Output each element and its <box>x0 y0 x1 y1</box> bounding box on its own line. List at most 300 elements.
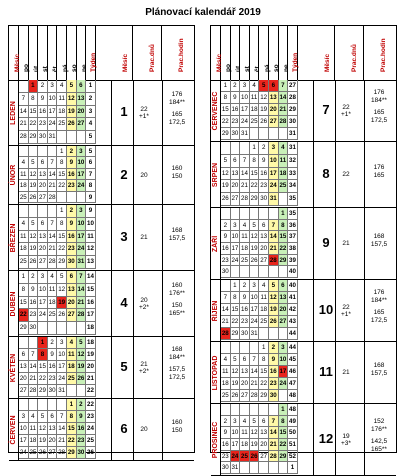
day-cell: 15 <box>29 106 39 119</box>
working-days <box>136 172 152 179</box>
day-cell: 15 <box>57 169 67 180</box>
day-cell: 4 <box>240 220 250 232</box>
month-number: 6 <box>120 421 128 436</box>
day-cell: 13 <box>269 92 279 104</box>
day-cell <box>269 328 279 340</box>
day-cell <box>231 208 241 220</box>
day-cell <box>38 146 48 157</box>
header-label: pá <box>61 64 69 72</box>
day-cell: 23 <box>259 180 269 193</box>
working-hours-value: 176 <box>373 164 385 171</box>
working-days <box>136 297 152 311</box>
day-cell: 11 <box>240 427 250 439</box>
day-cell: 6 <box>38 218 48 231</box>
header-label: ne <box>282 64 290 72</box>
day-cell <box>279 193 289 206</box>
week-number: 8 <box>86 180 96 191</box>
day-cell: 30 <box>77 447 87 459</box>
week-number: 37 <box>288 231 298 243</box>
day-cell: 5 <box>29 218 39 231</box>
day-cell: 5 <box>221 155 231 168</box>
week-number: 12 <box>86 243 96 256</box>
working-hours <box>168 91 186 131</box>
day-cell: 2 <box>67 205 77 218</box>
day-cell: 26 <box>250 255 260 267</box>
day-cell <box>19 399 29 411</box>
month-number: 11 <box>319 364 333 379</box>
day-cell: 9 <box>240 292 250 304</box>
week-number: 50 <box>288 427 298 439</box>
day-cell: 28 <box>250 390 260 402</box>
day-cell: 14 <box>269 427 279 439</box>
day-cell: 29 <box>231 328 241 340</box>
day-cell: 12 <box>57 284 67 297</box>
day-cell: 19 <box>67 106 77 119</box>
day-cell: 7 <box>240 155 250 168</box>
day-cell: 4 <box>19 157 29 168</box>
day-cell: 5 <box>29 157 39 168</box>
column-divider <box>111 80 112 461</box>
day-cell: 24 <box>231 451 241 463</box>
day-cell: 27 <box>19 385 29 397</box>
week-number: 31 <box>288 142 298 155</box>
day-cell <box>77 322 87 335</box>
day-cell: 8 <box>259 354 269 366</box>
day-cell: 6 <box>77 80 87 93</box>
day-cell: 2 <box>231 80 241 92</box>
working-hours-value: 152 <box>373 418 385 425</box>
working-hours-value: 168 <box>171 346 183 353</box>
day-cell <box>250 462 260 474</box>
day-cell: 28 <box>221 328 231 340</box>
day-cell: 16 <box>67 169 77 180</box>
day-cell: 11 <box>221 366 231 378</box>
day-cell: 27 <box>259 255 269 267</box>
day-cell: 19 <box>38 435 48 447</box>
day-cell: 5 <box>259 80 269 92</box>
day-cell: 17 <box>19 435 29 447</box>
working-hours-value: 165 <box>373 172 385 179</box>
header-5 <box>259 26 269 80</box>
day-cell: 14 <box>48 169 58 180</box>
day-cell: 15 <box>221 104 231 116</box>
day-cell: 26 <box>231 390 241 402</box>
header-label: st <box>42 66 50 72</box>
month-number: 7 <box>322 102 330 117</box>
day-cell: 24 <box>77 243 87 256</box>
day-cell: 18 <box>279 168 289 181</box>
day-cell: 27 <box>48 447 58 459</box>
day-cell: 13 <box>67 284 77 297</box>
day-cell: 4 <box>250 80 260 92</box>
day-cell: 7 <box>29 349 39 361</box>
day-cell: 21 <box>221 316 231 328</box>
day-cell: 26 <box>250 451 260 463</box>
day-cell: 17 <box>240 104 250 116</box>
working-hours-value: 165 <box>373 109 385 116</box>
day-cell: 2 <box>77 399 87 411</box>
day-cell: 20 <box>269 104 279 116</box>
week-number: 6 <box>86 157 96 168</box>
day-cell: 17 <box>250 304 260 316</box>
working-days <box>136 426 152 433</box>
working-hours-value: 157,5 <box>370 370 388 377</box>
header-1 <box>19 26 29 80</box>
day-cell: 12 <box>77 349 87 361</box>
day-cell: 9 <box>221 231 231 243</box>
day-cell: 21 <box>19 118 29 131</box>
day-cell: 15 <box>19 297 29 310</box>
day-cell: 11 <box>279 155 289 168</box>
week-number: 30 <box>288 116 298 128</box>
month-name-cell <box>9 337 19 398</box>
day-cell: 24 <box>19 447 29 459</box>
week-number: 19 <box>86 349 96 361</box>
day-cell <box>240 142 250 155</box>
working-days-value: 22 <box>342 171 350 178</box>
day-cell: 15 <box>57 231 67 244</box>
header-label: út <box>32 65 40 72</box>
day-cell: 12 <box>250 231 260 243</box>
day-cell: 6 <box>240 354 250 366</box>
day-cell: 30 <box>38 131 48 144</box>
day-cell: 16 <box>240 304 250 316</box>
week-number: 31 <box>288 128 298 140</box>
day-cell: 11 <box>48 284 58 297</box>
day-cell: 3 <box>48 80 58 93</box>
day-cell: 17 <box>231 243 241 255</box>
working-days <box>136 106 152 120</box>
day-cell: 13 <box>231 168 241 181</box>
day-cell: 24 <box>250 316 260 328</box>
month-number: 5 <box>120 359 128 374</box>
day-cell: 11 <box>240 231 250 243</box>
day-cell: 21 <box>48 180 58 191</box>
day-cell: 7 <box>221 292 231 304</box>
month-name: ÚNOR <box>10 164 17 186</box>
header-label: so <box>273 64 281 72</box>
day-cell: 10 <box>231 427 241 439</box>
week-number: 5 <box>86 146 96 157</box>
day-cell: 3 <box>231 416 241 428</box>
working-days-value: 21 <box>342 369 350 376</box>
day-cell <box>269 462 279 474</box>
working-hours-value: 165** <box>371 446 387 453</box>
week-number: 10 <box>86 218 96 231</box>
month-name: KVĚTEN <box>10 353 17 382</box>
day-cell: 16 <box>67 231 77 244</box>
day-cell: 28 <box>57 447 67 459</box>
working-hours-value: 172,5 <box>370 317 388 324</box>
header-label: čt <box>254 66 262 72</box>
day-cell: 7 <box>250 354 260 366</box>
header-9 <box>313 26 335 80</box>
day-cell: 23 <box>48 373 58 385</box>
working-hours-value: 184** <box>169 354 185 361</box>
month-block-2 <box>9 146 194 205</box>
day-cell: 4 <box>259 280 269 292</box>
day-cell <box>269 128 279 140</box>
day-cell: 28 <box>19 131 29 144</box>
day-cell: 23 <box>38 118 48 131</box>
day-cell: 2 <box>221 416 231 428</box>
header-label: po <box>225 64 233 72</box>
header-label: Prac.hodin <box>178 38 185 72</box>
working-days <box>338 369 354 376</box>
working-hours-value: 150 <box>171 427 183 434</box>
day-cell: 19 <box>259 104 269 116</box>
month-number: 1 <box>120 104 128 119</box>
day-cell <box>240 266 250 278</box>
column-divider <box>162 80 163 461</box>
day-cell <box>29 337 39 349</box>
day-cell: 30 <box>240 328 250 340</box>
day-cell: 12 <box>29 169 39 180</box>
day-cell: 10 <box>19 423 29 435</box>
month-number: 12 <box>318 431 334 446</box>
working-hours <box>370 233 388 253</box>
day-cell: 10 <box>231 231 241 243</box>
week-number: 18 <box>86 322 96 335</box>
working-hours-value: 168 <box>171 227 183 234</box>
week-number: 44 <box>288 328 298 340</box>
day-cell: 27 <box>231 193 241 206</box>
week-number: 22 <box>86 399 96 411</box>
week-number: 32 <box>288 155 298 168</box>
day-cell: 1 <box>57 205 67 218</box>
day-cell: 15 <box>279 427 289 439</box>
month-block-10 <box>211 280 396 342</box>
day-cell <box>57 192 67 203</box>
day-cell: 29 <box>259 390 269 402</box>
working-days <box>136 234 152 241</box>
working-hours-value: 160 <box>171 164 183 172</box>
day-cell: 1 <box>67 399 77 411</box>
day-cell <box>221 342 231 354</box>
header-4 <box>48 26 58 80</box>
day-cell: 1 <box>38 337 48 349</box>
day-cell: 16 <box>38 106 48 119</box>
header-8 <box>288 26 298 80</box>
day-cell: 7 <box>269 220 279 232</box>
day-cell: 4 <box>67 337 77 349</box>
week-number: 40 <box>288 280 298 292</box>
day-cell: 29 <box>19 322 29 335</box>
day-cell: 22 <box>29 118 39 131</box>
day-cell: 7 <box>269 416 279 428</box>
day-cell: 26 <box>221 193 231 206</box>
day-cell: 7 <box>19 93 29 106</box>
month-number: 4 <box>120 295 128 310</box>
header-label: Týden <box>292 52 300 72</box>
day-cell: 6 <box>279 280 289 292</box>
day-cell: 18 <box>250 104 260 116</box>
day-cell: 3 <box>250 280 260 292</box>
month-name-cell <box>211 342 221 403</box>
day-cell: 3 <box>38 271 48 284</box>
day-cell: 10 <box>77 157 87 168</box>
day-cell: 29 <box>57 256 67 269</box>
working-days-extra: +2* <box>139 304 149 311</box>
month-name-cell <box>211 404 221 475</box>
day-cell: 8 <box>57 218 67 231</box>
day-cell <box>29 205 39 218</box>
working-hours-value: 168 <box>373 362 385 369</box>
day-cell: 2 <box>67 146 77 157</box>
working-days <box>338 240 354 247</box>
week-number: 40 <box>288 266 298 278</box>
day-cell: 17 <box>77 231 87 244</box>
day-cell: 3 <box>19 411 29 423</box>
day-cell: 13 <box>77 93 87 106</box>
day-cell <box>221 208 231 220</box>
day-cell: 22 <box>67 435 77 447</box>
header-8 <box>86 26 96 80</box>
day-cell <box>279 266 289 278</box>
day-cell: 21 <box>279 104 289 116</box>
working-hours <box>168 346 186 386</box>
day-cell: 2 <box>240 280 250 292</box>
day-cell <box>259 328 269 340</box>
day-cell <box>48 205 58 218</box>
day-cell: 5 <box>38 411 48 423</box>
day-cell: 12 <box>250 427 260 439</box>
day-cell: 2 <box>259 142 269 155</box>
day-cell: 23 <box>77 435 87 447</box>
day-cell: 9 <box>269 354 279 366</box>
day-cell: 22 <box>38 373 48 385</box>
day-cell: 11 <box>19 231 29 244</box>
month-number: 3 <box>120 229 128 244</box>
day-cell: 14 <box>240 168 250 181</box>
working-days-extra: +1* <box>139 113 149 120</box>
day-cell: 24 <box>240 116 250 128</box>
day-cell: 30 <box>221 462 231 474</box>
day-cell: 23 <box>269 378 279 390</box>
day-cell: 27 <box>38 192 48 203</box>
week-number: 36 <box>288 220 298 232</box>
day-cell: 7 <box>77 271 87 284</box>
day-cell: 17 <box>57 361 67 373</box>
day-cell: 4 <box>240 416 250 428</box>
week-number: 52 <box>288 451 298 463</box>
day-cell: 24 <box>48 118 58 131</box>
day-cell: 6 <box>19 349 29 361</box>
working-days <box>338 104 354 118</box>
day-cell: 19 <box>250 243 260 255</box>
day-cell: 28 <box>77 309 87 322</box>
header-label: Prac.dnů <box>148 44 156 72</box>
working-days-value: 20 <box>140 426 148 433</box>
day-cell: 26 <box>57 309 67 322</box>
week-number: 9 <box>86 192 96 203</box>
header-10 <box>136 26 162 80</box>
week-number: 22 <box>86 385 96 397</box>
day-cell: 10 <box>240 92 250 104</box>
day-cell: 16 <box>269 366 279 378</box>
day-cell: 2 <box>221 220 231 232</box>
header-label: út <box>234 65 242 72</box>
day-cell: 3 <box>240 80 250 92</box>
day-cell: 25 <box>29 447 39 459</box>
day-cell: 6 <box>38 157 48 168</box>
day-cell: 22 <box>279 243 289 255</box>
header-0 <box>9 26 19 80</box>
working-hours-value: 172,5 <box>370 117 388 124</box>
day-cell: 23 <box>67 180 77 191</box>
working-days <box>338 171 354 178</box>
day-cell: 10 <box>279 354 289 366</box>
month-number: 8 <box>322 166 330 181</box>
header-label: Měsíc <box>323 53 331 72</box>
day-cell: 29 <box>221 128 231 140</box>
day-cell: 7 <box>48 157 58 168</box>
day-cell: 13 <box>279 292 289 304</box>
day-cell: 18 <box>19 180 29 191</box>
day-cell: 5 <box>269 280 279 292</box>
week-number: 23 <box>86 411 96 423</box>
day-cell: 20 <box>231 180 241 193</box>
day-cell <box>29 146 39 157</box>
day-cell: 25 <box>279 180 289 193</box>
week-number: 20 <box>86 361 96 373</box>
week-number: 47 <box>288 378 298 390</box>
day-cell: 17 <box>269 168 279 181</box>
day-cell <box>57 322 67 335</box>
day-cell: 8 <box>19 284 29 297</box>
header-2 <box>231 26 241 80</box>
day-cell: 13 <box>19 361 29 373</box>
working-hours-value: 172,5 <box>168 119 186 126</box>
day-cell: 17 <box>279 366 289 378</box>
working-hours-value: 157,5 <box>168 235 186 242</box>
week-number: 11 <box>86 231 96 244</box>
day-cell <box>48 399 58 411</box>
day-cell: 24 <box>57 373 67 385</box>
month-number: 2 <box>120 166 128 182</box>
day-cell: 1 <box>57 146 67 157</box>
month-name: SRPEN <box>212 162 219 187</box>
week-number: 16 <box>86 297 96 310</box>
calendar-half-first <box>8 25 195 456</box>
header-11 <box>162 26 195 80</box>
working-hours-value: 160 <box>171 419 183 426</box>
day-cell <box>250 128 260 140</box>
day-cell: 26 <box>269 316 279 328</box>
month-name-cell <box>211 208 221 279</box>
day-cell: 13 <box>38 231 48 244</box>
day-cell: 29 <box>279 255 289 267</box>
working-days-value: 20 <box>140 171 148 179</box>
day-cell: 28 <box>29 385 39 397</box>
working-hours-value: 160 <box>171 282 183 289</box>
day-cell: 5 <box>67 80 77 93</box>
month-block-4 <box>9 271 194 337</box>
day-cell <box>221 142 231 155</box>
day-cell: 31 <box>231 462 241 474</box>
day-cell: 1 <box>231 280 241 292</box>
day-cell: 27 <box>240 390 250 402</box>
day-cell <box>231 404 241 416</box>
day-cell: 15 <box>279 231 289 243</box>
day-cell: 19 <box>57 297 67 310</box>
week-number: 44 <box>288 342 298 354</box>
day-cell: 22 <box>259 378 269 390</box>
day-cell <box>240 342 250 354</box>
day-cell: 22 <box>231 316 241 328</box>
week-number: 34 <box>288 180 298 193</box>
working-days-value: 22 <box>342 104 350 111</box>
